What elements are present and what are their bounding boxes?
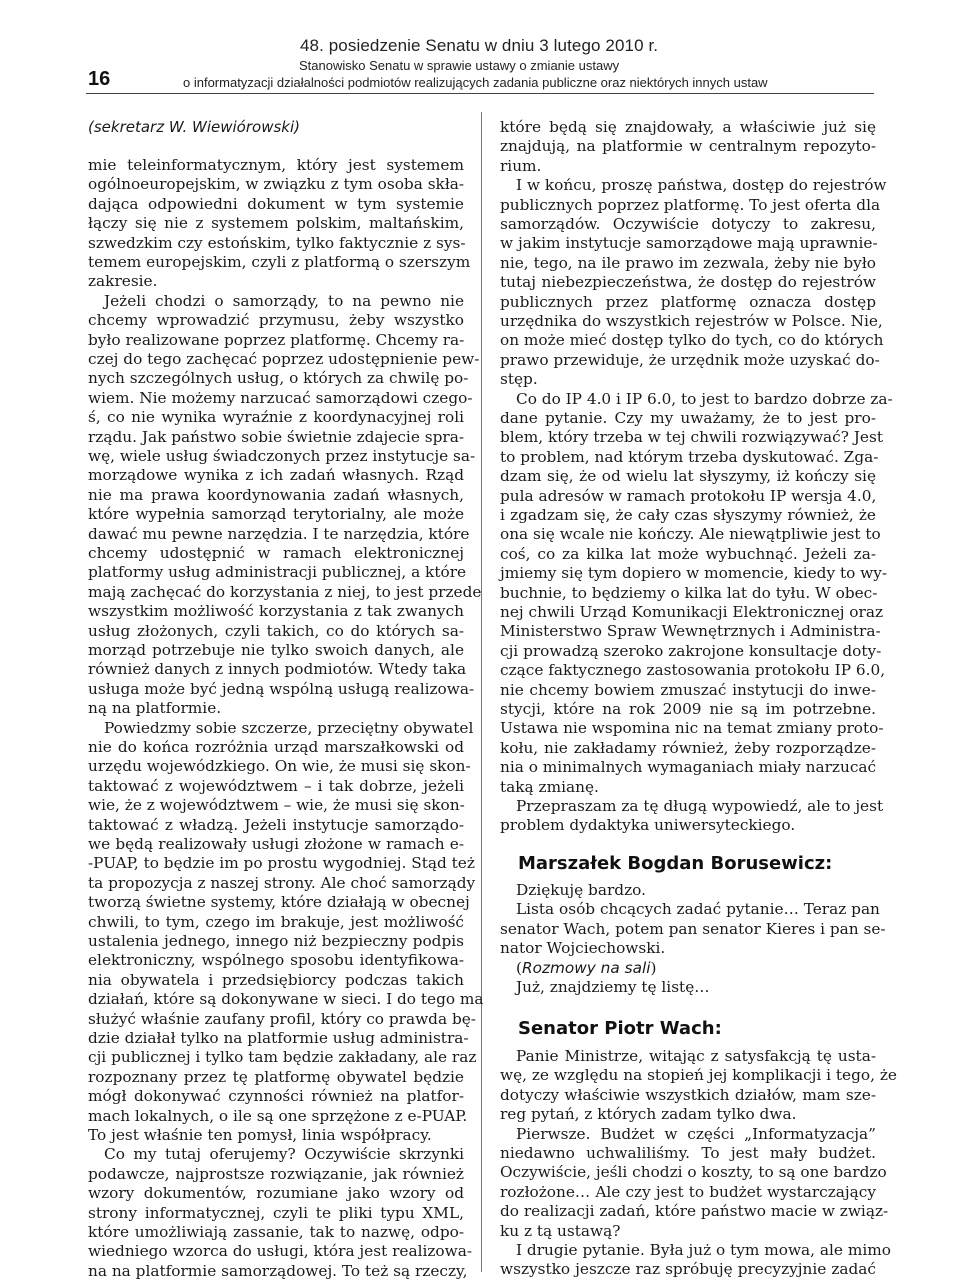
- text-line: ta propozycja z naszej strony. Ale choć samorządy: [88, 873, 476, 892]
- text-line: dawać mu pewne narzędzia. I te narzędzia, które: [88, 524, 470, 543]
- text-line: chcemy wprowadzić przymusu, żeby wszystko: [88, 311, 464, 330]
- text-line: cji prowadzą szeroko zakrojone konsultacje doty-: [500, 641, 882, 660]
- text-line: wszystkim możliwość korzystania z tak zwanych: [88, 602, 464, 621]
- text-line: czej do tego zachęcać poprzez udostępnienie pew-: [88, 350, 480, 368]
- text-line: dotyczy właściwie wszystkich działów, mam sze-: [500, 1085, 876, 1104]
- text-line: nie do końca rozróżnia urząd marszałkowski od: [88, 738, 464, 756]
- text-line: rium.: [500, 156, 542, 175]
- text-line: Jeżeli chodzi o samorządy, to na pewno nie: [104, 291, 464, 310]
- text-line: cji publicznej i tylko tam będzie zakładany, ale raz: [88, 1048, 477, 1067]
- header-title: 48. posiedzenie Senatu w dniu 3 lutego 2010 r.: [300, 36, 659, 55]
- text-line: i zgadzam się, że cały czas słyszymy również, że: [500, 506, 876, 524]
- speaker-reference: (sekretarz W. Wiewiórowski): [88, 118, 300, 136]
- text-line: znajdują, na platformie w centralnym repozyto-: [500, 137, 876, 156]
- text-line: to problem, nad którym trzeba dyskutować. Zga-: [500, 447, 879, 466]
- text-line: urzędu wojewódzkiego. On wie, że musi się skon-: [88, 757, 471, 776]
- text-line: tworzą świetne systemy, które działają w obecnej: [88, 893, 470, 912]
- text-line: jmiemy się tym dopiero w momencie, kiedy to wy-: [500, 564, 888, 583]
- text-line: taktować z władzą. Jeżeli instytucje samorządo-: [88, 815, 464, 834]
- text-line: tutaj niebezpieczeństwa, że dostęp do rejestrów: [500, 273, 876, 292]
- text-line: ną na platformie.: [88, 699, 222, 718]
- text-line: Panie Ministrze, witając z satysfakcją tę usta-: [516, 1047, 876, 1065]
- text-line: Pierwsze. Budżet w części „Informatyzacja”: [516, 1124, 876, 1143]
- text-line: również danych z innych podmiotów. Wtedy taka: [88, 660, 467, 679]
- text-line: strony informatycznej, czyli te pliki typu XML,: [88, 1203, 464, 1222]
- text-line: Ustawa nie wspomina nic na temat zmiany proto-: [500, 719, 884, 738]
- text-line: mie teleinformatycznym, który jest systemem: [88, 156, 464, 174]
- text-line: nia obywatela i przedsiębiorcy podczas takich: [88, 970, 464, 989]
- text-line: dzie działał tylko na platformie usług administra-: [88, 1029, 469, 1047]
- text-line: niedawno uchwaliliśmy. To jest mały budżet.: [500, 1144, 876, 1162]
- text-line: stycji, które na rok 2009 nie są im potrzebne.: [500, 700, 876, 718]
- text-line: rozpoznany przez tę platformę obywatel będzie: [88, 1067, 464, 1086]
- text-line: wiem. Nie możemy narzucać samorządowi czego-: [88, 388, 473, 407]
- text-line: ś, co nie wynika wyraźnie z koordynacyjnej roli: [88, 408, 464, 427]
- text-line: mógł dokonywać czynności również na platfor-: [88, 1087, 464, 1106]
- text-line: ustalenia jednego, innego niż bezpieczny podpis: [88, 932, 464, 950]
- text-line: Dziękuję bardzo.: [516, 881, 646, 899]
- text-line: działań, które są dokonywane w sieci. I do tego ma: [88, 990, 484, 1009]
- text-line: pula adresów w ramach protokołu IP wersja 4.0,: [500, 486, 877, 505]
- text-line: szwedzkim czy estońskim, tylko faktycznie z sys-: [88, 233, 466, 252]
- text-line: buchnie, to będziemy o kilka lat do tyłu. W obec-: [500, 583, 878, 602]
- text-line: które wypełnia samorząd terytorialny, ale może: [88, 505, 464, 524]
- text-line: problem dydaktyka uniwersyteckiego.: [500, 816, 796, 835]
- text-line: I drugie pytanie. Była już o tym mowa, ale mimo: [516, 1241, 891, 1259]
- text-line: elektroniczny, wspólnego sposobu identyfikowa-: [88, 951, 464, 970]
- text-line: samorządów. Oczywiście dotyczy to zakresu,: [500, 215, 876, 233]
- text-line: mach lokalnych, o ile są one sprzężone z e-PUAP.: [88, 1106, 468, 1125]
- text-line: rozłożone… Ale czy jest to budżet wystarczający: [500, 1182, 876, 1201]
- text-line: usługa może być jedną wspólną usługą realizowa-: [88, 679, 475, 698]
- text-line: stęp.: [500, 370, 538, 389]
- text-line: we będą realizowały usługi złożone w ramach e-: [88, 835, 464, 853]
- text-line: które będą się znajdowały, a właściwie już się: [500, 118, 876, 136]
- text-line: dzam się, że od wielu lat słyszymy, iż kończy się: [500, 467, 876, 486]
- stage-direction-close: ): [650, 958, 657, 977]
- text-line: łączy się nie z systemem polskim, maltańskim,: [88, 214, 464, 233]
- column-divider: [481, 112, 482, 1272]
- text-line: Co do IP 4.0 i IP 6.0, to jest to bardzo dobrze za-: [516, 389, 893, 408]
- text-line: Powiedzmy sobie szczerze, przeciętny obywatel: [104, 718, 474, 737]
- text-line: dająca odpowiedni dokument w tym systemie: [88, 194, 464, 213]
- text-line: prawo przewiduje, że urzędnik może uzyskać do-: [500, 350, 880, 369]
- text-line: wę, wiele usług świadczonych przez instytucje sa-: [88, 447, 476, 465]
- text-line: nie, tego, na ile prawo im zezwala, żeby nie było: [500, 253, 876, 272]
- text-line: służyć właśnie zaufany profil, który co prawda bę-: [88, 1009, 476, 1028]
- text-line: Co my tutaj oferujemy? Oczywiście skrzynki: [104, 1145, 464, 1164]
- text-line: Już, znajdziemy tę listę…: [516, 978, 710, 996]
- text-line: -PUAP, to będzie im po prostu wygodniej. Stąd też: [88, 854, 475, 873]
- text-line: dane pytanie. Czy my uważamy, że to jest pro-: [500, 409, 876, 427]
- text-line: To jest właśnie ten pomysł, linia współpracy.: [88, 1126, 432, 1144]
- text-line: rządu. Jak państwo sobie świetnie zdajecie spra-: [88, 427, 464, 446]
- text-line: publicznych przez platformę oznacza dostęp: [500, 292, 876, 311]
- text-line: do realizacji zadań, które państwo macie w związ-: [500, 1202, 889, 1221]
- stage-direction: [516, 958, 656, 978]
- text-line: kołu, nie zakładamy również, żeby rozporządze-: [500, 738, 876, 757]
- text-line: usług złożonych, czyli takich, co do których sa-: [88, 621, 464, 640]
- speaker-heading-marszalek: Marszałek Bogdan Borusewicz:: [518, 853, 833, 874]
- text-line: reg pytań, z których zadam tylko dwa.: [500, 1105, 797, 1124]
- speaker-heading-wach: Senator Piotr Wach:: [518, 1018, 722, 1039]
- text-line: wę, ze względu na stopień jej komplikacji i tego, że: [500, 1066, 897, 1085]
- text-line: które umożliwiają zassanie, tak to nazwę, odpo-: [88, 1223, 464, 1241]
- text-line: mają zachęcać do korzystania z niej, to jest przede: [88, 582, 482, 601]
- text-line: wzory dokumentów, rozumiane jako wzory od: [88, 1184, 464, 1203]
- text-line: nie ma prawa koordynowania zadań własnych,: [88, 485, 464, 504]
- text-line: było realizowane poprzez platformę. Chcemy ra-: [88, 330, 465, 349]
- text-line: Oczywiście, jeśli chodzi o koszty, to są one bardzo: [500, 1163, 887, 1182]
- text-line: morządowe wynika z ich zadań własnych. Rząd: [88, 466, 464, 485]
- text-line: platformy usług administracji publicznej, a które: [88, 563, 467, 582]
- header-subtitle-line1: Stanowisko Senatu w sprawie ustawy o zmianie ustawy: [299, 58, 620, 73]
- text-line: nej chwili Urząd Komunikacji Elektronicznej oraz: [500, 603, 884, 621]
- text-line: temem europejskim, czyli z platformą o szerszym: [88, 253, 471, 271]
- text-line: chcemy udostępnić w ramach elektronicznej: [88, 544, 464, 562]
- text-line: ogólnoeuropejskim, w związku z tym osoba skła-: [88, 175, 465, 194]
- text-line: wie, że z województwem – wie, że musi się skon-: [88, 796, 465, 815]
- text-line: taktować z województwem – i tak dobrze, jeżeli: [88, 776, 464, 795]
- text-line: coś, co za kilka lat może wybuchnąć. Jeżeli za-: [500, 544, 876, 563]
- text-line: w jakim instytucje samorządowe mają uprawnie-: [500, 234, 878, 253]
- text-line: podawcze, najprostsze rozwiązanie, jak również: [88, 1164, 464, 1183]
- text-line: Ministerstwo Spraw Wewnętrznych i Administra-: [500, 622, 881, 641]
- text-line: wiedniego wzorca do usługi, która jest realizowa-: [88, 1242, 472, 1261]
- text-line: Przepraszam za tę długą wypowiedź, ale to jest: [516, 797, 884, 815]
- text-line: blem, który trzeba w tej chwili rozwiązywać? Jest: [500, 428, 883, 447]
- text-line: ku z tą ustawą?: [500, 1221, 621, 1240]
- text-line: taką zmianę.: [500, 777, 599, 796]
- text-line: nia o minimalnych wymaganiach miały narzucać: [500, 758, 877, 777]
- right-column: [500, 0, 897, 1279]
- text-line: I w końcu, proszę państwa, dostęp do rejestrów: [516, 176, 887, 195]
- text-line: Lista osób chcących zadać pytanie… Teraz pan: [516, 900, 880, 919]
- text-line: senator Wach, potem pan senator Kieres i pan se-: [500, 919, 886, 938]
- text-line: ona się wcale nie kończy. Ale niewątpliwie jest to: [500, 525, 881, 544]
- page-number: 16: [88, 68, 111, 90]
- text-line: zakresie.: [88, 272, 158, 291]
- text-line: chwili, to tym, czego im brakuje, jest możliwość: [88, 912, 464, 931]
- stage-direction-text: Rozmowy na sali: [521, 958, 651, 977]
- text-line: na na platformie samorządowej. To też są rzeczy,: [88, 1261, 468, 1280]
- text-line: nie chcemy bowiem zmuszać instytucji do inwe-: [500, 680, 876, 699]
- text-line: wszystko jeszcze raz spróbuję precyzyjnie zadać: [500, 1260, 876, 1279]
- text-line: nator Wojciechowski.: [500, 939, 666, 958]
- stage-direction-open: (: [516, 958, 522, 977]
- text-line: morząd potrzebuje nie tylko swoich danych, ale: [88, 641, 464, 659]
- text-line: urzędnika do wszystkich rejestrów w Polsce. Nie,: [500, 312, 883, 330]
- text-line: czące faktycznego zastosowania protokołu IP 6.0,: [500, 661, 886, 680]
- text-line: on może mieć dostęp tylko do tych, co do których: [500, 331, 884, 350]
- text-line: nych szczególnych usług, o których za chwilę po-: [88, 369, 469, 388]
- text-line: publicznych poprzez platformę. To jest oferta dla: [500, 195, 881, 214]
- header-subtitle-line2: o informatyzacji działalności podmiotów realizujących zadania publiczne oraz niektórych innych ustaw: [183, 75, 768, 90]
